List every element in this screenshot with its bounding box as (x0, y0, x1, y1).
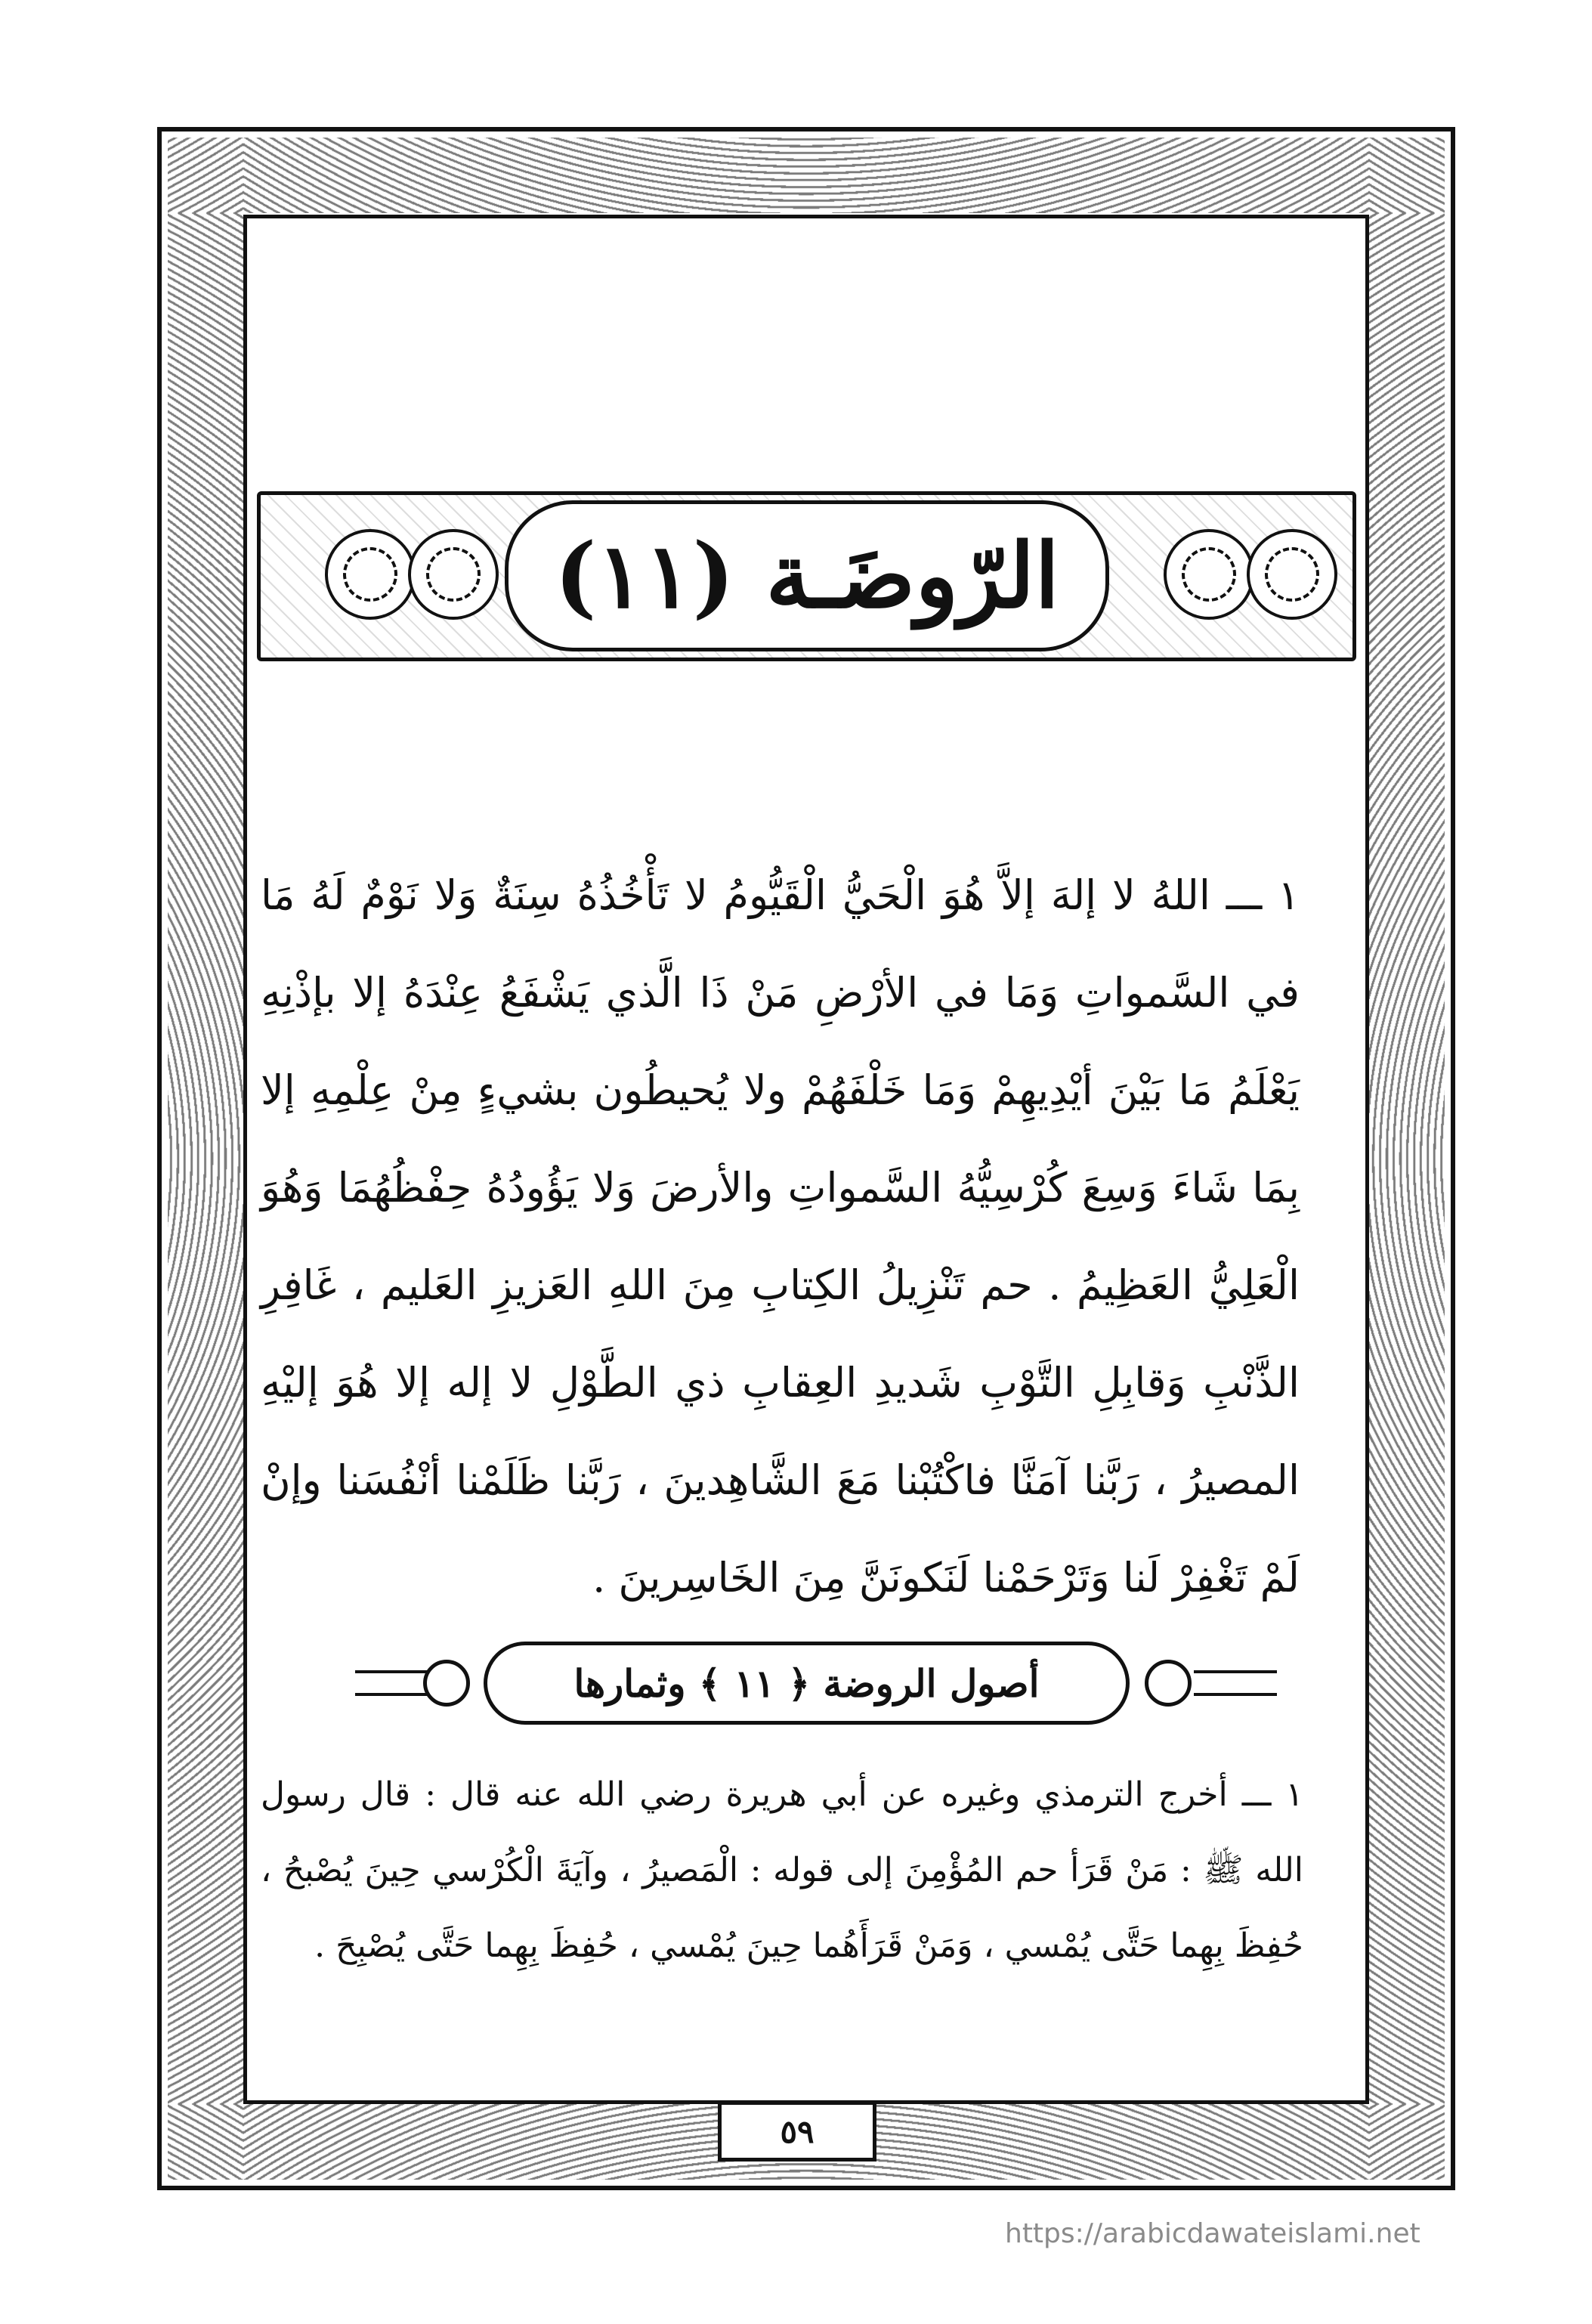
section-heading-banner (484, 1642, 1130, 1725)
hadith-text: ١ ـــ أخرج الترمذي وغيره عن أبي هريرة رضي الله عنه قال : قال رسول الله ﷺ : مَنْ قَرَأ حم المُؤْمِنَ إلى قوله : الْمَصيرُ ، وآيَةَ الْكُرْسي حِينَ يُصْبحُ ، حُفِظَ بِهِما حَتَّى يُمْسي ، وَمَنْ قَرَأَهُما حِينَ يُمْسي ، حُفِظَ بِهِما حَتَّى يُصْبِحَ . (261, 1775, 1303, 1965)
page-number-box (718, 2101, 876, 2162)
quran-verses-text: ١ ـــ اللهُ لا إلهَ إلاَّ هُوَ الْحَيُّ الْقَيُّومُ لا تَأْخُذُهُ سِنَةٌ وَلا نَوْمٌ لَهُ مَا في السَّمواتِ وَمَا في الأرْضِ مَنْ ذَا الَّذي يَشْفَعُ عِنْدَهُ إلا بإذْنِهِ يَعْلَمُ مَا بَيْنَ أيْدِيهِمْ وَمَا خَلْفَهُمْ ولا يُحيطُون بشيءٍ مِنْ عِلْمِهِ إلا بِمَا شَاءَ وَسِعَ كُرْسِيُّهُ السَّمواتِ والأرضَ وَلا يَؤُودُهُ حِفْظُهُمَا وَهُوَ الْعَلِيُّ العَظِيمُ . حم تَنْزِيلُ الكِتابِ مِنَ اللهِ العَزيزِ العَليم ، غَافِرِ الذَّنْبِ وَقابِلِ التَّوْبِ شَديدِ العِقابِ ذي الطَّوْلِ لا إله إلا هُوَ إليْهِ المصيرُ ، رَبَّنا آمَنَّا فاكْتُبْنا مَعَ الشَّاهِدينَ ، رَبَّنا ظَلَمْنا أنْفُسَنا وإنْ لَمْ تَغْفِرْ لَنا وَتَرْحَمْنا لَنَكونَنَّ مِنَ الخَاسِرينَ . (261, 871, 1300, 1601)
flower-ornament-icon (325, 529, 416, 620)
flower-ornament-icon (408, 529, 499, 620)
flower-ornament-icon (423, 1660, 470, 1707)
title-plate (505, 500, 1109, 651)
page-title: الرّوضَـة (١١) (554, 523, 1060, 628)
watermark-url: https://arabicdawateislami.net (1005, 2218, 1420, 2249)
flower-ornament-icon (1145, 1660, 1192, 1707)
flower-ornament-icon (1164, 529, 1254, 620)
section-heading: أصول الروضة ﴿ ١١ ﴾ وثمارها (573, 1660, 1040, 1706)
banner-right-wing (1194, 1670, 1277, 1696)
page-number: ٥٩ (780, 2112, 815, 2150)
flower-ornament-icon (1247, 529, 1337, 620)
